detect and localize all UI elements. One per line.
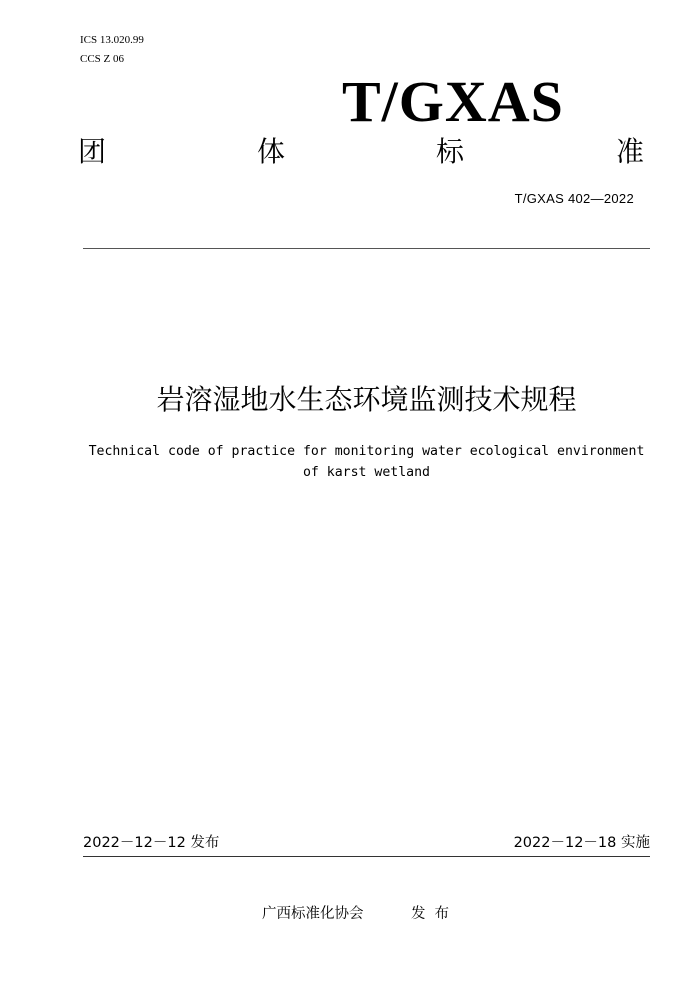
standard-logo: T/GXAS <box>342 69 564 134</box>
top-divider <box>83 248 650 249</box>
title-chinese: 岩溶湿地水生态环境监测技术规程 <box>156 383 577 416</box>
issue-date: 2022－12－12 发布 <box>83 835 220 851</box>
category-char-4: 准 <box>616 135 645 168</box>
title-english-line-1: Technical code of practice for monitoring water ecological environment <box>88 444 645 459</box>
category-char-3: 标 <box>436 135 465 168</box>
ccs-code: CCS Z 06 <box>80 53 125 65</box>
publish-label: 发布 <box>411 906 458 922</box>
bottom-divider <box>83 856 650 857</box>
category-char-1: 团 <box>78 135 107 168</box>
category-char-2: 体 <box>257 135 286 168</box>
standard-number: T/GXAS 402—2022 <box>514 191 634 206</box>
title-english-line-2: of karst wetland <box>302 465 431 480</box>
publisher-name: 广西标准化协会 <box>262 906 364 922</box>
ics-code: ICS 13.020.99 <box>80 34 144 46</box>
implement-date: 2022－12－18 实施 <box>513 835 650 851</box>
title-english <box>83 441 650 483</box>
